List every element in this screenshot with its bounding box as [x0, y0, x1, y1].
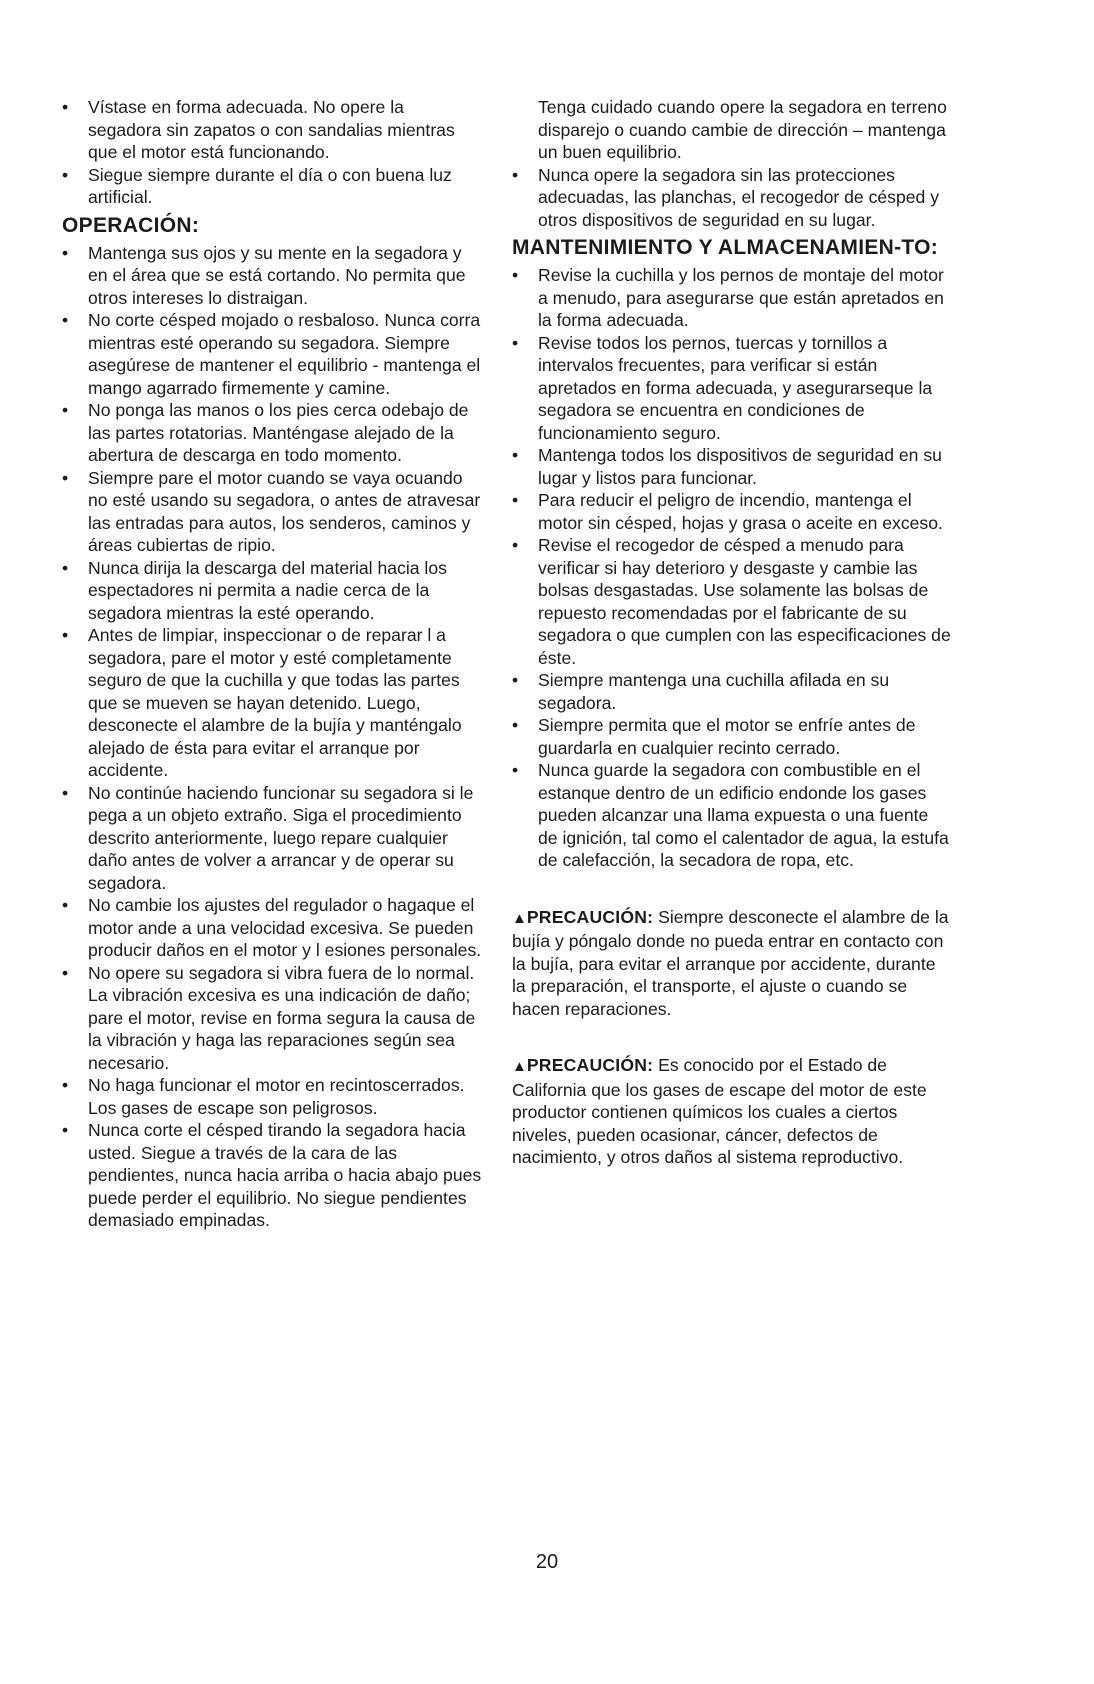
list-item-text: Mantenga todos los dispositivos de seguridad en su lugar y listos para funcionar.	[538, 445, 942, 488]
bullet-icon: •	[512, 670, 519, 690]
list-item-text: No cambie los ajustes del regulador o hagaque el motor ande a una velocidad excesiva. Se pueden producir daños en el motor y l esiones personales.	[88, 895, 482, 960]
bullet-icon: •	[62, 467, 69, 488]
list-item	[512, 669, 952, 714]
continuation-bullet-list	[512, 164, 952, 232]
list-item-text: Nunca opere la segadora sin las protecciones adecuadas, las planchas, el recogedor de césped y otros dispositivos de seguridad en su lugar.	[538, 164, 940, 230]
list-item-text: Mantenga sus ojos y su mente en la segadora y en el área que se está cortando. No permita que otros intereses lo distraigan.	[88, 242, 466, 308]
list-item	[62, 467, 482, 557]
list-item-text: Vístase en forma adecuada. No opere la segadora sin zapatos o con sandalias mientras que el motor está funcionando.	[88, 97, 455, 162]
page-number: 20	[535, 1551, 559, 1573]
list-item-text: No ponga las manos o los pies cerca odebajo de las partes rotatorias. Manténgase alejado de la abertura de descarga en todo momento.	[88, 400, 469, 465]
list-item-text: Nunca corte el césped tirando la segadora hacia usted. Siegue a través de la cara de las pendientes, nunca hacia arriba o hacia abajo pues puede perder el equilibrio. No siegue pendientes demasiado empinadas.	[88, 1120, 482, 1230]
list-item	[512, 489, 952, 534]
list-item-text: Revise el recogedor de césped a menudo para verificar si hay deterioro y desgaste y cambie las bolsas desgastadas. Use solamente las bolsas de repuesto recomendadas por el fabricante de su segadora o que cumplen con las especificaciones de éste.	[538, 535, 951, 668]
list-item-text: Revise la cuchilla y los pernos de montaje del motor a menudo, para asegurarse que están apretados en la forma adecuada.	[538, 265, 944, 330]
list-item-text: No haga funcionar el motor en recintoscerrados. Los gases de escape son peligrosos.	[88, 1075, 465, 1118]
list-item	[62, 309, 482, 399]
bullet-icon: •	[512, 715, 519, 735]
list-item	[512, 264, 952, 332]
operacion-bullet-list	[62, 242, 482, 1232]
bullet-icon: •	[512, 535, 519, 555]
list-item	[512, 759, 952, 872]
operacion-heading: OPERACIÓN:	[62, 213, 200, 237]
caution-label: PRECAUCIÓN:	[526, 906, 654, 927]
caution-paragraph-2	[512, 1054, 952, 1169]
list-item	[62, 1119, 482, 1232]
list-item	[62, 782, 482, 895]
list-item	[62, 96, 482, 164]
list-item	[512, 714, 952, 759]
list-item-text: Revise todos los pernos, tuercas y tornillos a intervalos frecuentes, para verificar si están apretados en forma adecuada, y asegurarseque la segadora se encuentra en condiciones de funcionamiento seguro.	[538, 332, 933, 443]
bullet-icon: •	[62, 97, 69, 117]
list-item	[512, 332, 952, 445]
right-column	[512, 96, 952, 1169]
bullet-icon: •	[62, 895, 69, 915]
bullet-icon: •	[62, 557, 69, 578]
bullet-icon: •	[62, 242, 69, 263]
list-item-text: Siempre permita que el motor se enfríe antes de guardarla en cualquier recinto cerrado.	[538, 715, 916, 758]
list-item	[512, 164, 952, 232]
warning-triangle-icon: ▲	[512, 1058, 527, 1075]
mantenimiento-heading: MANTENIMIENTO Y ALMACENAMIEN-TO:	[512, 236, 939, 259]
intro-bullet-list	[62, 96, 482, 209]
warning-triangle-icon: ▲	[512, 909, 527, 927]
list-item	[62, 962, 482, 1075]
list-item-text: Siempre pare el motor cuando se vaya ocuando no esté usando su segadora, o antes de atravesar las entradas para autos, los senderos, caminos y áreas cubiertas de ripio.	[88, 467, 481, 555]
list-item-text: Antes de limpiar, inspeccionar o de reparar l a segadora, pare el motor y esté completamente seguro de que la cuchilla y que todas las partes que se mueven se hayan detenido. Luego, desconecte el alambre de la bujía y manténgalo alejado de ésta para evitar el arranque por accidente.	[88, 625, 462, 780]
list-item-text: No continúe haciendo funcionar su segadora si le pega a un objeto extraño. Siga el procedimiento descrito anteriormente, luego repare cualquier daño antes de volver a arrancar y de operar su segadora.	[88, 782, 474, 893]
bullet-icon: •	[512, 332, 519, 353]
list-item-text: Nunca dirija la descarga del material hacia los espectadores ni permita a nadie cerca de la segadora mientras la esté operando.	[88, 557, 447, 623]
list-item	[62, 624, 482, 782]
bullet-icon: •	[62, 782, 69, 803]
caution-label: PRECAUCIÓN:	[526, 1055, 654, 1075]
bullet-icon: •	[512, 265, 519, 285]
list-item	[62, 894, 482, 962]
list-item-text: Siegue siempre durante el día o con buena luz artificial.	[88, 164, 452, 207]
bullet-icon: •	[62, 1120, 69, 1140]
list-item-text: No opere su segadora si vibra fuera de lo normal. La vibración excesiva es una indicación de daño; pare el motor, revise en forma segura la causa de la vibración y haga las reparaciones según sea necesario.	[88, 962, 476, 1073]
list-item-text: Nunca guarde la segadora con combustible en el estanque dentro de un edificio endonde los gases pueden alcanzar una llama expuesta o una fuente de ignición, tal como el calentador de agua, la estufa de calefacción, la secadora de ropa, etc.	[538, 760, 949, 870]
continuation-paragraph: Tenga cuidado cuando opere la segadora en terreno disparejo o cuando cambie de dirección – mantenga un buen equilibrio.	[538, 97, 947, 162]
list-item	[62, 399, 482, 467]
bullet-icon: •	[62, 1075, 69, 1095]
list-item	[62, 242, 482, 310]
bullet-icon: •	[512, 164, 519, 185]
bullet-icon: •	[62, 310, 69, 330]
list-item-text: Para reducir el peligro de incendio, mantenga el motor sin césped, hojas y grasa o aceite en exceso.	[538, 490, 943, 533]
list-item	[62, 164, 482, 209]
list-item	[62, 1074, 482, 1119]
list-item-text: No corte césped mojado o resbaloso. Nunca corra mientras esté operando su segadora. Siempre asegúrese de mantener el equilibrio - mantenga el mango agarrado firmemente y camine.	[88, 310, 481, 398]
bullet-icon: •	[512, 760, 519, 780]
list-item	[512, 534, 952, 669]
left-column	[62, 96, 482, 1232]
list-item-text: Siempre mantenga una cuchilla afilada en su segadora.	[538, 670, 890, 713]
caution-text: Siempre desconecte el alambre de la bujía y póngalo donde no pueda entrar en contacto con la bujía, para evitar el arranque por accidente, durante la preparación, el transporte, el ajuste o cuando se hacen reparaciones.	[512, 906, 949, 1019]
bullet-icon: •	[512, 445, 519, 465]
bullet-icon: •	[62, 164, 69, 185]
caution-paragraph-1	[512, 906, 952, 1021]
bullet-icon: •	[62, 962, 69, 983]
bullet-icon: •	[62, 400, 69, 420]
caution-text: Es conocido por el Estado de California que los gases de escape del motor de este productor contienen químicos los cuales a ciertos niveles, pueden ocasionar, cáncer, defectos de nacimiento, y otros daños al sistema reproductivo.	[512, 1055, 927, 1167]
mantenimiento-bullet-list	[512, 264, 952, 872]
list-item	[62, 557, 482, 625]
bullet-icon: •	[62, 625, 69, 645]
bullet-icon: •	[512, 490, 519, 510]
list-item	[512, 444, 952, 489]
